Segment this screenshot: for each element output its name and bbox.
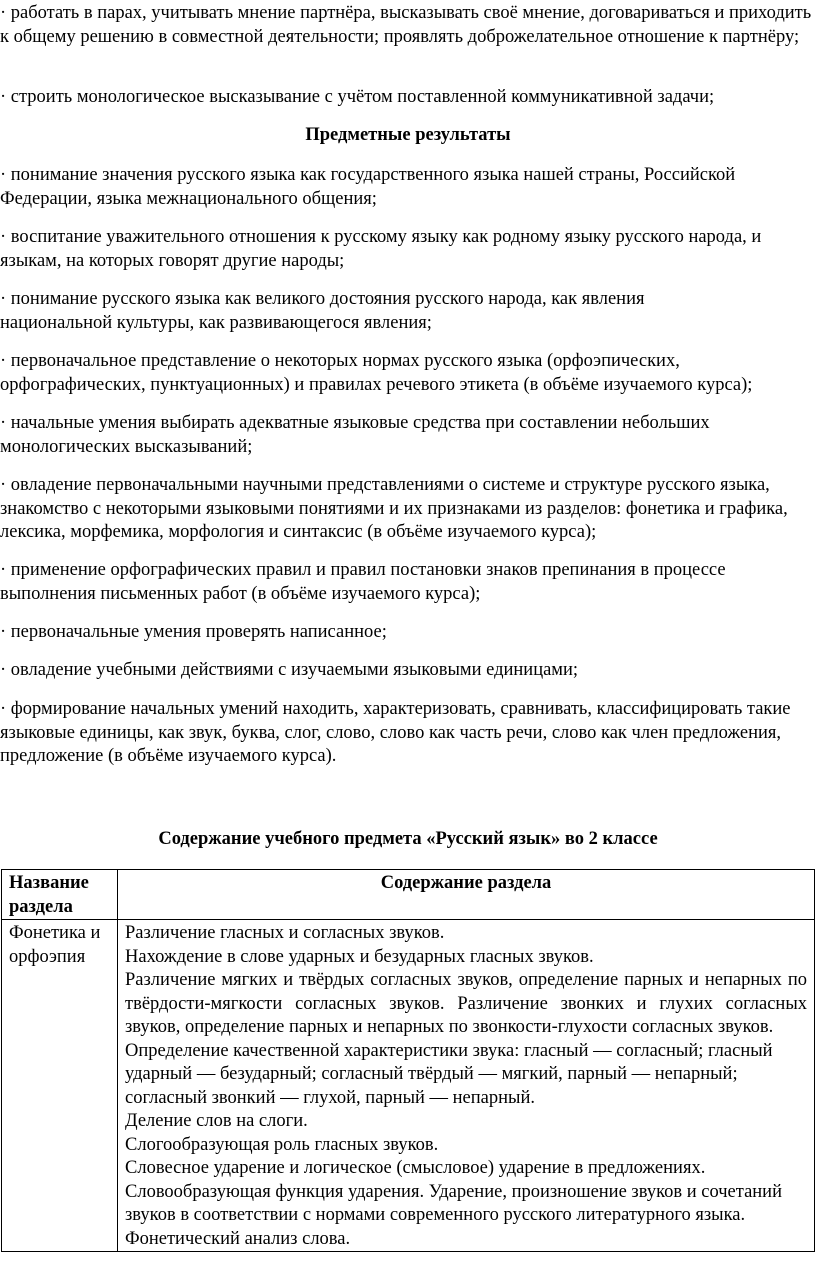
table-row (2, 920, 815, 1252)
subject-result-item: · воспитание уважительного отношения к русскому языку как родному языку русского народа, и языкам, на которых говорят другие народы; (0, 227, 762, 271)
content-line: Определение качественной характеристики звука: гласный — согласный; гласный ударный — безударный; согласный твёрдый — мягкий, парный — непарный; согласный звонкий — глухой, парный — непарный. (125, 1040, 773, 1108)
table-header-section-content: Содержание раздела (118, 870, 815, 920)
content-line: Нахождение в слове ударных и безударных гласных звуков. (125, 946, 594, 967)
paragraph-pair-work: · работать в парах, учитывать мнение партнёра, высказывать своё мнение, договариваться и приходить к общему решению в совместной деятельности; проявлять доброжелательное отношение к партнёру; (0, 3, 812, 47)
subject-result-item: · первоначальные умения проверять написанное; (0, 622, 387, 642)
table-header-section-name: Название раздела (2, 870, 118, 920)
subject-result-item: · первоначальное представление о некоторых нормах русского языка (орфоэпических, орфографических, пунктуационных) и правилах речевого этикета (в объёме изучаемого курса); (0, 351, 753, 395)
content-table (1, 869, 815, 1252)
subject-result-item: · применение орфографических правил и правил постановки знаков препинания в процессе выполнения письменных работ (в объёме изучаемого курса); (0, 560, 726, 604)
subject-result-item: · начальные умения выбирать адекватные языковые средства при составлении небольших монологических высказываний; (0, 413, 710, 457)
content-line: Слогообразующая роль гласных звуков. (125, 1134, 439, 1155)
content-line: Фонетический анализ слова. (125, 1228, 351, 1249)
subject-result-item: · овладение первоначальными научными представлениями о системе и структуре русского языка, знакомство с некоторыми языковыми понятиями и их признаками из разделов: фонетика и графика, лексика, морфемика, морфология и синтаксис (в объёме изучаемого курса); (0, 475, 788, 542)
content-line: Различение мягких и твёрдых согласных звуков, определение парных и непарных по твёрдости-мягкости согласных звуков. Различение звонких и глухих согласных звуков, определение парных и непарных по звонкости-глухости согласных звуков. (125, 970, 807, 1037)
section-name-cell: Фонетика и орфоэпия (2, 920, 118, 1252)
subject-result-item: · овладение учебными действиями с изучаемыми языковыми единицами; (0, 660, 579, 680)
content-heading: Содержание учебного предмета «Русский язык» во 2 классе (158, 829, 658, 849)
content-line: Деление слов на слоги. (125, 1111, 308, 1131)
content-line: Словообразующая функция ударения. Ударение, произношение звуков и сочетаний звуков в соответствии с нормами современного русского литературного языка. (125, 1181, 782, 1225)
subject-result-item: · понимание русского языка как великого достояния русского народа, как явления национальной культуры, как развивающегося явления; (0, 289, 645, 333)
content-line: Различение гласных и согласных звуков. (125, 923, 445, 943)
content-line: Словесное ударение и логическое (смысловое) ударение в предложениях. (125, 1158, 706, 1178)
section-content-cell (118, 920, 815, 1252)
paragraph-monologue: · строить монологическое высказывание с учётом поставленной коммуникативной задачи; (0, 87, 715, 107)
subject-result-item: · понимание значения русского языка как государственного языка нашей страны, Российской Федерации, языка межнационального общения; (0, 165, 736, 209)
subject-results-heading: Предметные результаты (305, 125, 511, 145)
subject-result-item: · формирование начальных умений находить, характеризовать, сравнивать, классифицировать такие языковые единицы, как звук, буква, слог, слово, слово как часть речи, слово как член предложения, предложение (в объёме изучаемого курса). (0, 699, 791, 766)
table-header-row (2, 870, 815, 920)
